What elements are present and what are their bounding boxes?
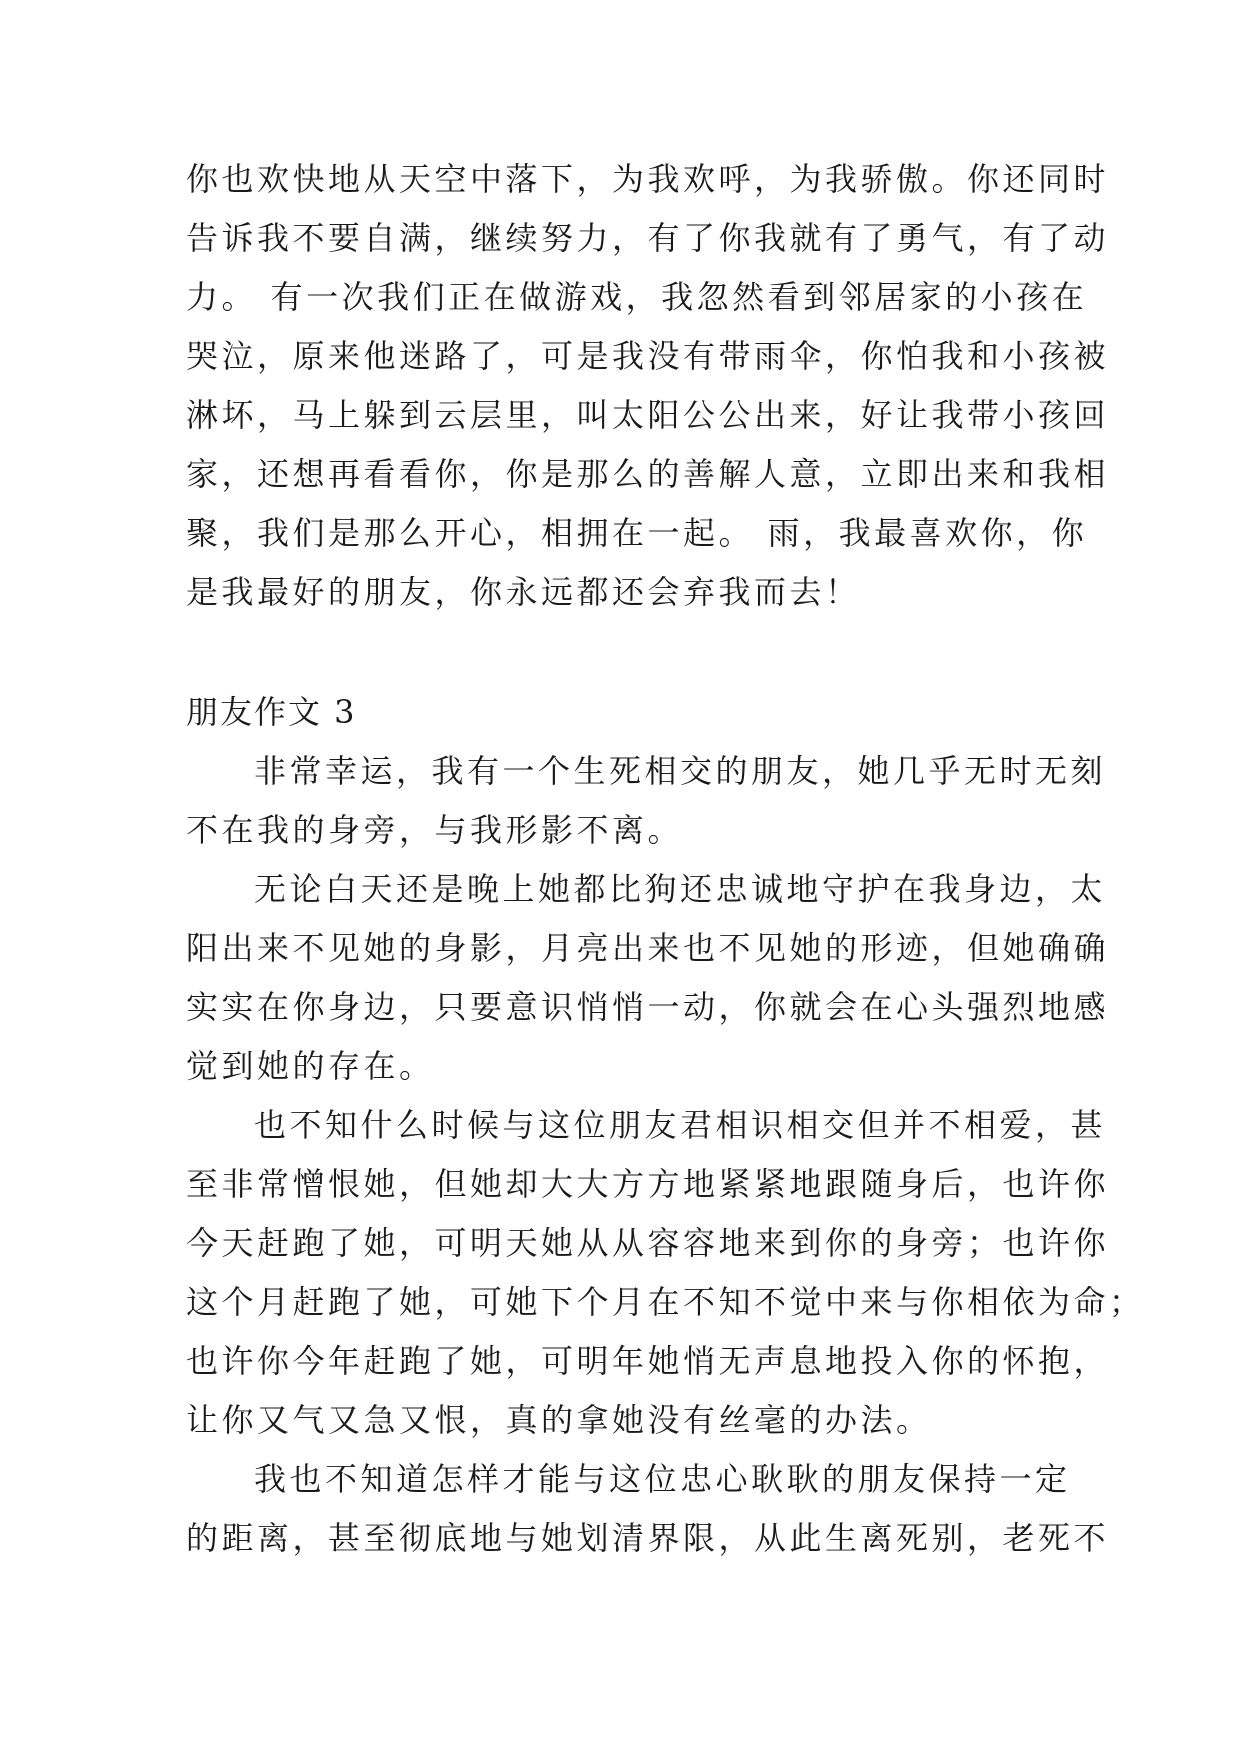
continuation-paragraph	[186, 150, 1110, 622]
paragraph	[186, 1096, 1145, 1450]
text-line: 我也不知道怎样才能与这位忠心耿耿的朋友保持一定	[254, 1460, 1071, 1498]
paragraph	[186, 1450, 1110, 1568]
text-line: 阳出来不见她的身影，月亮出来也不见她的形迹，但她确确	[186, 929, 1110, 967]
section-spacer	[186, 622, 1066, 682]
text-line: 实实在你身边，只要意识悄悄一动，你就会在心头强烈地感	[186, 988, 1110, 1026]
text-line: 不在我的身旁，与我形影不离。	[186, 811, 684, 849]
document-body	[186, 150, 1145, 1568]
text-line: 的距离，甚至彻底地与她划清界限，从此生离死别，老死不	[186, 1519, 1110, 1557]
text-line: 今天赶跑了她，可明天她从从容容地来到你的身旁；也许你	[186, 1224, 1110, 1262]
text-line: 这个月赶跑了她，可她下个月在不知不觉中来与你相依为命；	[186, 1283, 1145, 1321]
text-line: 让你又气又急又恨，真的拿她没有丝毫的办法。	[186, 1401, 932, 1439]
paragraph	[186, 742, 1107, 860]
paragraph	[186, 860, 1110, 1096]
text-line: 哭泣，原来他迷路了，可是我没有带雨伞，你怕我和小孩被	[186, 337, 1110, 375]
text-line: 也不知什么时候与这位朋友君相识相交但并不相爱，甚	[254, 1106, 1107, 1144]
text-line: 你也欢快地从天空中落下，为我欢呼，为我骄傲。你还同时	[186, 160, 1110, 198]
text-line: 觉到她的存在。	[186, 1047, 435, 1085]
text-line: 是我最好的朋友，你永远都还会弃我而去！	[186, 573, 861, 611]
text-line: 非常幸运，我有一个生死相交的朋友，她几乎无时无刻	[254, 752, 1107, 790]
text-line: 家，还想再看看你，你是那么的善解人意，立即出来和我相	[186, 455, 1110, 493]
text-line: 力。 有一次我们正在做游戏，我忽然看到邻居家的小孩在	[186, 278, 1088, 316]
text-line: 淋坏，马上躲到云层里，叫太阳公公出来，好让我带小孩回	[186, 396, 1110, 434]
text-line: 告诉我不要自满，继续努力，有了你我就有了勇气，有了动	[186, 219, 1110, 257]
text-line: 聚，我们是那么开心，相拥在一起。 雨，我最喜欢你，你	[186, 514, 1088, 552]
text-line: 至非常憎恨她，但她却大大方方地紧紧地跟随身后，也许你	[186, 1165, 1110, 1203]
text-line: 无论白天还是晚上她都比狗还忠诚地守护在我身边，太	[254, 870, 1107, 908]
text-line: 也许你今年赶跑了她，可明年她悄无声息地投入你的怀抱，	[186, 1342, 1110, 1380]
section-title: 朋友作文 3	[186, 693, 357, 731]
